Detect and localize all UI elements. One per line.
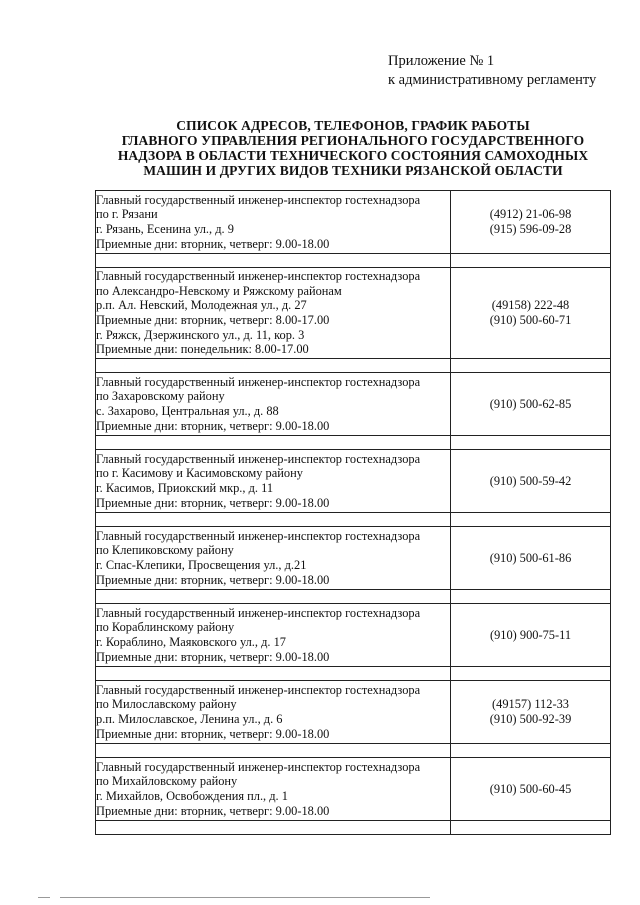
address-line: Главный государственный инженер-инспектор гостехнадзора: [96, 605, 421, 620]
address-line: г. Михайлов, Освобождения пл., д. 1: [96, 789, 288, 803]
phone-number: (910) 500-59-42: [489, 473, 572, 488]
inspector-row: [96, 604, 611, 667]
inspector-row: [96, 268, 611, 359]
spacer-cell: [451, 359, 611, 373]
inspector-address-cell: [96, 191, 451, 254]
address-line: Главный государственный инженер-инспектор гостехнадзора: [96, 528, 421, 543]
inspector-phones-cell: [451, 681, 611, 744]
address-line: Приемные дни: вторник, четверг: 9.00-18.00: [96, 418, 330, 433]
spacer-row: [96, 590, 611, 604]
address-line: г. Касимов, Приокский мкр., д. 11: [96, 481, 274, 495]
title-line: НАДЗОРА В ОБЛАСТИ ТЕХНИЧЕСКОГО СОСТОЯНИЯ САМОХОДНЫХ: [117, 148, 589, 163]
spacer-cell: [451, 513, 611, 527]
phone-number: (4912) 21-06-98: [489, 207, 572, 222]
phone-number: (49158) 222-48: [491, 298, 570, 313]
address-line: р.п. Ал. Невский, Молодежная ул., д. 27: [96, 298, 307, 313]
spacer-row: [96, 744, 611, 758]
spacer-cell: [451, 590, 611, 604]
inspector-row: [96, 373, 611, 436]
title-line: МАШИН И ДРУГИХ ВИДОВ ТЕХНИКИ РЯЗАНСКОЙ ОБЛАСТИ: [143, 163, 563, 178]
inspector-row: [96, 450, 611, 513]
inspector-phones-cell: [451, 527, 611, 590]
spacer-cell: [451, 436, 611, 450]
address-line: Приемные дни: вторник, четверг: 9.00-18.00: [96, 803, 330, 818]
spacer-row: [96, 821, 611, 835]
inspector-phones-cell: [451, 450, 611, 513]
address-line: по Кораблинскому району: [96, 620, 235, 635]
address-line: по Михайловскому району: [96, 774, 238, 789]
spacer-cell: [96, 667, 451, 681]
address-line: по г. Рязани: [96, 207, 158, 222]
phone-number: (915) 596-09-28: [489, 222, 572, 236]
spacer-cell: [96, 254, 451, 268]
appendix-number: Приложение № 1: [388, 53, 495, 69]
spacer-cell: [451, 821, 611, 835]
spacer-row: [96, 436, 611, 450]
title-line: ГЛАВНОГО УПРАВЛЕНИЯ РЕГИОНАЛЬНОГО ГОСУДАРСТВЕННОГО: [121, 133, 585, 148]
spacer-cell: [96, 590, 451, 604]
address-line: с. Захарово, Центральная ул., д. 88: [96, 404, 279, 418]
scan-artifact: [38, 897, 50, 898]
address-line: по Александро-Невскому и Ряжскому районам: [96, 283, 342, 298]
spacer-cell: [451, 667, 611, 681]
spacer-cell: [96, 744, 451, 758]
inspector-row: [96, 527, 611, 590]
address-line: Приемные дни: вторник, четверг: 9.00-18.00: [96, 572, 330, 587]
phone-number: (910) 500-92-39: [489, 712, 572, 726]
address-line: Приемные дни: вторник, четверг: 9.00-18.00: [96, 236, 330, 251]
inspector-phones-cell: [451, 373, 611, 436]
address-line: Приемные дни: вторник, четверг: 9.00-18.00: [96, 726, 330, 741]
appendix-heading: [388, 52, 596, 90]
address-line: по Захаровскому району: [96, 389, 225, 404]
scan-artifact: [60, 897, 430, 898]
inspector-row: [96, 758, 611, 821]
inspector-address-cell: [96, 450, 451, 513]
address-line: по Клепиковскому району: [96, 543, 234, 558]
spacer-cell: [451, 254, 611, 268]
address-line: г. Ряжск, Дзержинского ул., д. 11, кор. 3: [96, 327, 305, 342]
address-line: Приемные дни: понедельник: 8.00-17.00: [96, 342, 309, 357]
inspector-address-cell: [96, 681, 451, 744]
address-line: Главный государственный инженер-инспектор гостехнадзора: [96, 374, 421, 389]
inspector-address-cell: [96, 604, 451, 667]
spacer-cell: [96, 436, 451, 450]
address-line: Главный государственный инженер-инспектор гостехнадзора: [96, 682, 421, 697]
address-line: р.п. Милославское, Ленина ул., д. 6: [96, 712, 283, 726]
spacer-row: [96, 667, 611, 681]
spacer-row: [96, 254, 611, 268]
inspectors-table: [95, 190, 611, 835]
phone-number: (910) 500-60-71: [489, 313, 572, 327]
address-line: Главный государственный инженер-инспектор гостехнадзора: [96, 451, 421, 466]
spacer-cell: [96, 513, 451, 527]
inspector-row: [96, 681, 611, 744]
appendix-reference: к административному регламенту: [388, 72, 597, 88]
inspector-phones-cell: [451, 191, 611, 254]
address-line: Главный государственный инженер-инспектор гостехнадзора: [96, 269, 421, 284]
title-line: СПИСОК АДРЕСОВ, ТЕЛЕФОНОВ, ГРАФИК РАБОТЫ: [176, 118, 530, 133]
inspector-phones-cell: [451, 758, 611, 821]
phone-number: (49157) 112-33: [492, 697, 569, 712]
phone-number: (910) 500-60-45: [489, 781, 572, 796]
spacer-row: [96, 513, 611, 527]
inspector-phones-cell: [451, 268, 611, 359]
address-line: г. Кораблино, Маяковского ул., д. 17: [96, 635, 286, 649]
spacer-cell: [451, 744, 611, 758]
spacer-cell: [96, 821, 451, 835]
address-line: по Милославскому району: [96, 697, 237, 712]
address-line: г. Рязань, Есенина ул., д. 9: [96, 222, 234, 236]
phone-number: (910) 500-61-86: [489, 550, 572, 565]
address-line: г. Спас-Клепики, Просвещения ул., д.21: [96, 558, 307, 572]
inspector-address-cell: [96, 268, 451, 359]
address-line: по г. Касимову и Касимовскому району: [96, 466, 303, 481]
spacer-cell: [96, 359, 451, 373]
inspector-row: [96, 191, 611, 254]
document-title: [0, 118, 640, 178]
spacer-row: [96, 359, 611, 373]
phone-number: (910) 900-75-11: [489, 627, 572, 642]
address-line: Главный государственный инженер-инспектор гостехнадзора: [96, 759, 421, 774]
address-line: Приемные дни: вторник, четверг: 9.00-18.00: [96, 495, 330, 510]
inspector-address-cell: [96, 527, 451, 590]
inspector-address-cell: [96, 758, 451, 821]
inspector-address-cell: [96, 373, 451, 436]
phone-number: (910) 500-62-85: [489, 396, 572, 411]
inspector-phones-cell: [451, 604, 611, 667]
address-line: Приемные дни: вторник, четверг: 9.00-18.00: [96, 649, 330, 664]
address-line: Приемные дни: вторник, четверг: 8.00-17.00: [96, 313, 330, 327]
address-line: Главный государственный инженер-инспектор гостехнадзора: [96, 192, 421, 207]
